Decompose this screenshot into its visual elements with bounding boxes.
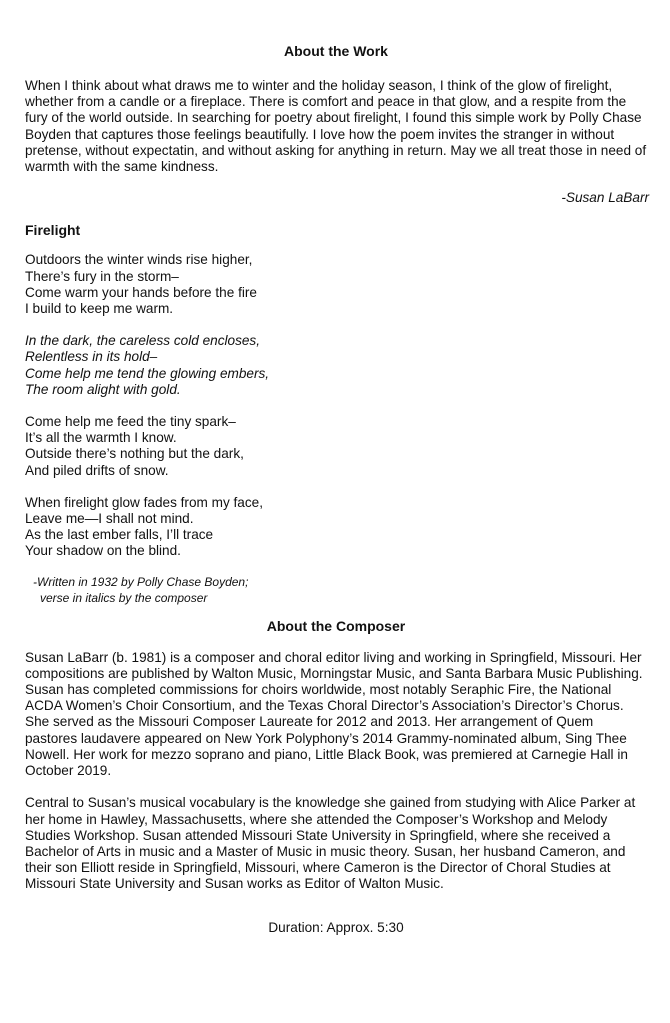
poem-line: Outdoors the winter winds rise higher, <box>25 252 253 268</box>
poem-credit <box>33 574 647 606</box>
poem-line: Come warm your hands before the fire <box>25 284 257 300</box>
poem-line: When firelight glow fades from my face, <box>25 494 263 510</box>
poem-credit-line: verse in italics by the composer <box>40 590 208 605</box>
composer-paragraph-2: Central to Susan’s musical vocabulary is the knowledge she gained from studying with Alice Parker at her home in Hawley, Massachusetts, where she attended the Composer’s Workshop and Melody Studies Workshop. Susan attended Missouri State University in Springfield, where she received a Bachelor of Arts in music and a Master of Music in music theory. Susan, her husband Cameron, and their son Elliott reside in Springfield, Missouri, where Cameron is the Director of Choral Studies at Missouri State University and Susan works as Editor of Walton Music. <box>25 795 636 892</box>
poem-credit-line: -Written in 1932 by Polly Chase Boyden; <box>33 574 249 589</box>
poem-stanza-2 <box>25 333 647 398</box>
composer-paragraph-1: Susan LaBarr (b. 1981) is a composer and choral editor living and working in Springfield, Missouri. Her compositions are published by Walton Music, Morningstar Music, and Santa Barbara Music Publishing. Susan has completed commissions for choirs worldwide, most notably Seraphic Fire, the National ACDA Women’s Choir Consortium, and the Texas Choral Director’s Association’s Director’s Chorus. She served as the Missouri Composer Laureate for 2012 and 2013. Her arrangement of Quem pastores laudavere appeared on New York Polyphony’s 2014 Grammy-nominated album, Sing Thee Nowell. Her work for mezzo soprano and piano, Little Black Book, was premiered at Carnegie Hall in October 2019. <box>25 649 643 779</box>
poem-stanza-1 <box>25 252 647 317</box>
poem-line: It’s all the warmth I know. <box>25 430 177 446</box>
poem-stanza-4 <box>25 495 647 560</box>
poem-line: Outside there’s nothing but the dark, <box>25 446 244 462</box>
about-work-heading: About the Work <box>284 43 388 59</box>
poem-line: Relentless in its hold– <box>25 349 158 365</box>
poem-line: There’s fury in the storm– <box>25 268 179 284</box>
poem-line: Come help me feed the tiny spark– <box>25 414 236 430</box>
document-page <box>25 40 647 936</box>
poem-line: I build to keep me warm. <box>25 301 174 317</box>
about-work-paragraph: When I think about what draws me to winter and the holiday season, I think of the glow of firelight, whether from a candle or a fireplace. There is comfort and peace in that glow, and a respite from the fury of the world outside. In searching for poetry about firelight, I found this simple work by Polly Chase Boyden that captures those feelings beautifully. I love how the poem invites the stranger in without pretense, without expectatin, and without asking for anything in return. May we all treat those in need of warmth with the same kindness. <box>25 78 647 175</box>
about-composer-heading: About the Composer <box>266 617 406 634</box>
poem-stanza-3 <box>25 414 647 479</box>
poem-line: And piled drifts of snow. <box>25 462 169 478</box>
poem-line: As the last ember falls, I’ll trace <box>25 527 214 543</box>
poem-line: In the dark, the careless cold encloses, <box>25 333 260 349</box>
duration-text: Duration: Approx. 5:30 <box>268 919 404 935</box>
poem-title: Firelight <box>25 222 81 239</box>
poem-line: The room alight with gold. <box>25 381 181 397</box>
poem-line: Your shadow on the blind. <box>25 543 181 559</box>
signature: -Susan LaBarr <box>561 190 649 206</box>
poem-line: Leave me—I shall not mind. <box>25 511 194 527</box>
poem-line: Come help me tend the glowing embers, <box>25 365 270 381</box>
